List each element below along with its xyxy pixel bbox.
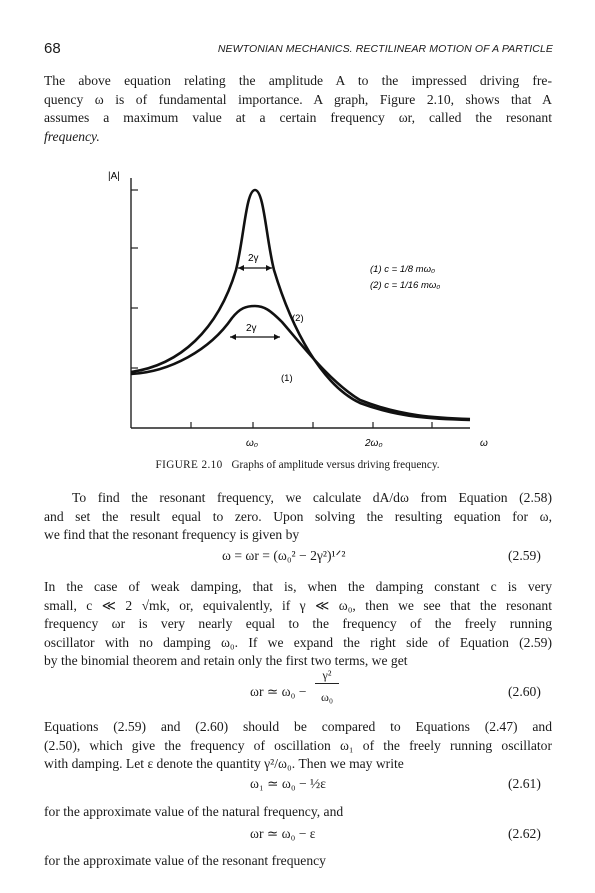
paragraph-intro — [44, 72, 552, 146]
text-line: oscillator with no damping ω₀. If we expand the right side of Equation (2.59) — [44, 634, 552, 650]
text-line: by the binomial theorem and retain only the first two terms, we get — [44, 653, 408, 669]
text-line: quency ω is of fundamental importance. A graph, Figure 2.10, shows that A — [44, 91, 552, 107]
equation-2-61: ω₁ ≃ ω₀ − ½ε — [250, 776, 326, 791]
equation-2-62: ωr ≃ ω₀ − ε — [250, 826, 316, 841]
text-line: The above equation relating the amplitude A to the impressed driving fre- — [44, 73, 552, 88]
text-line: with damping. Let ε denote the quantity γ²/ω₀. Then we may write — [44, 756, 404, 772]
equation-number: (2.60) — [508, 684, 541, 699]
text-line: we find that the resonant frequency is given by — [44, 527, 300, 543]
x-axis-label-omega: ω — [480, 438, 488, 449]
text-line: small, c ≪ 2 √mk, or, equivalently, if γ ≪ ω₀, then we see that the resonant — [44, 597, 552, 613]
paragraph-resonant-approx — [44, 852, 552, 871]
text-line: Equations (2.59) and (2.60) should be compared to Equations (2.47) and — [44, 719, 552, 734]
text-line: frequency ωr is very nearly equal to the frequency of the freely running — [44, 616, 552, 632]
text-line: In the case of weak damping, that is, when the damping constant c is very — [44, 579, 552, 594]
paragraph-compare — [44, 718, 552, 774]
curve-label-1: (1) — [281, 373, 293, 384]
equation-number: (2.61) — [508, 776, 541, 791]
caption-text: Graphs of amplitude versus driving frequency. — [231, 459, 440, 471]
equation-number: (2.62) — [508, 826, 541, 841]
page-number: 68 — [44, 40, 61, 57]
legend-item-2: (2) c = 1/16 mω₀ — [370, 280, 441, 291]
caption-number: FIGURE 2.10 — [155, 459, 223, 471]
curve-label-2: (2) — [292, 313, 304, 324]
x-tick-label-omega0: ω₀ — [246, 438, 259, 449]
paragraph-resonant — [44, 489, 552, 545]
paragraph-weak-damping — [44, 578, 552, 671]
paragraph-natural — [44, 803, 552, 822]
equation-number: (2.59) — [508, 548, 541, 563]
running-title: NEWTONIAN MECHANICS. RECTILINEAR MOTION OF A PARTICLE — [217, 43, 553, 55]
figure-caption — [0, 459, 595, 471]
width-label-1: 2γ — [248, 253, 259, 264]
text-line: frequency. — [44, 128, 100, 144]
text-line: and set the result equal to zero. Upon solving the resulting equation for ω, — [44, 508, 552, 524]
equation-2-60-lhs: ωr ≃ ω₀ − — [250, 684, 307, 699]
text-line: for the approximate value of the resonant frequency — [44, 853, 326, 868]
equation-2-60-denominator: ω₀ — [320, 690, 334, 704]
equation-2-59: ω = ωr = (ω₀² − 2γ²)¹ᐟ² — [222, 548, 346, 563]
text-line: (2.50), which give the frequency of oscillation ω₁ of the freely running oscillator — [44, 737, 552, 753]
curve-1 — [131, 190, 470, 420]
width-label-2: 2γ — [246, 323, 257, 334]
x-tick-label-2omega0: 2ω₀ — [365, 438, 383, 449]
text-line: for the approximate value of the natural frequency, and — [44, 804, 344, 819]
text-line: To find the resonant frequency, we calculate dA/dω from Equation (2.58) — [72, 490, 552, 505]
y-axis-label: |A| — [108, 171, 120, 182]
text-line: assumes a maximum value at a certain frequency ωr, called the resonant — [44, 110, 552, 126]
legend-item-1: (1) c = 1/8 mω₀ — [370, 264, 435, 275]
figure-amplitude-graph — [0, 160, 595, 460]
equation-2-60-numerator: γ² — [315, 668, 339, 684]
